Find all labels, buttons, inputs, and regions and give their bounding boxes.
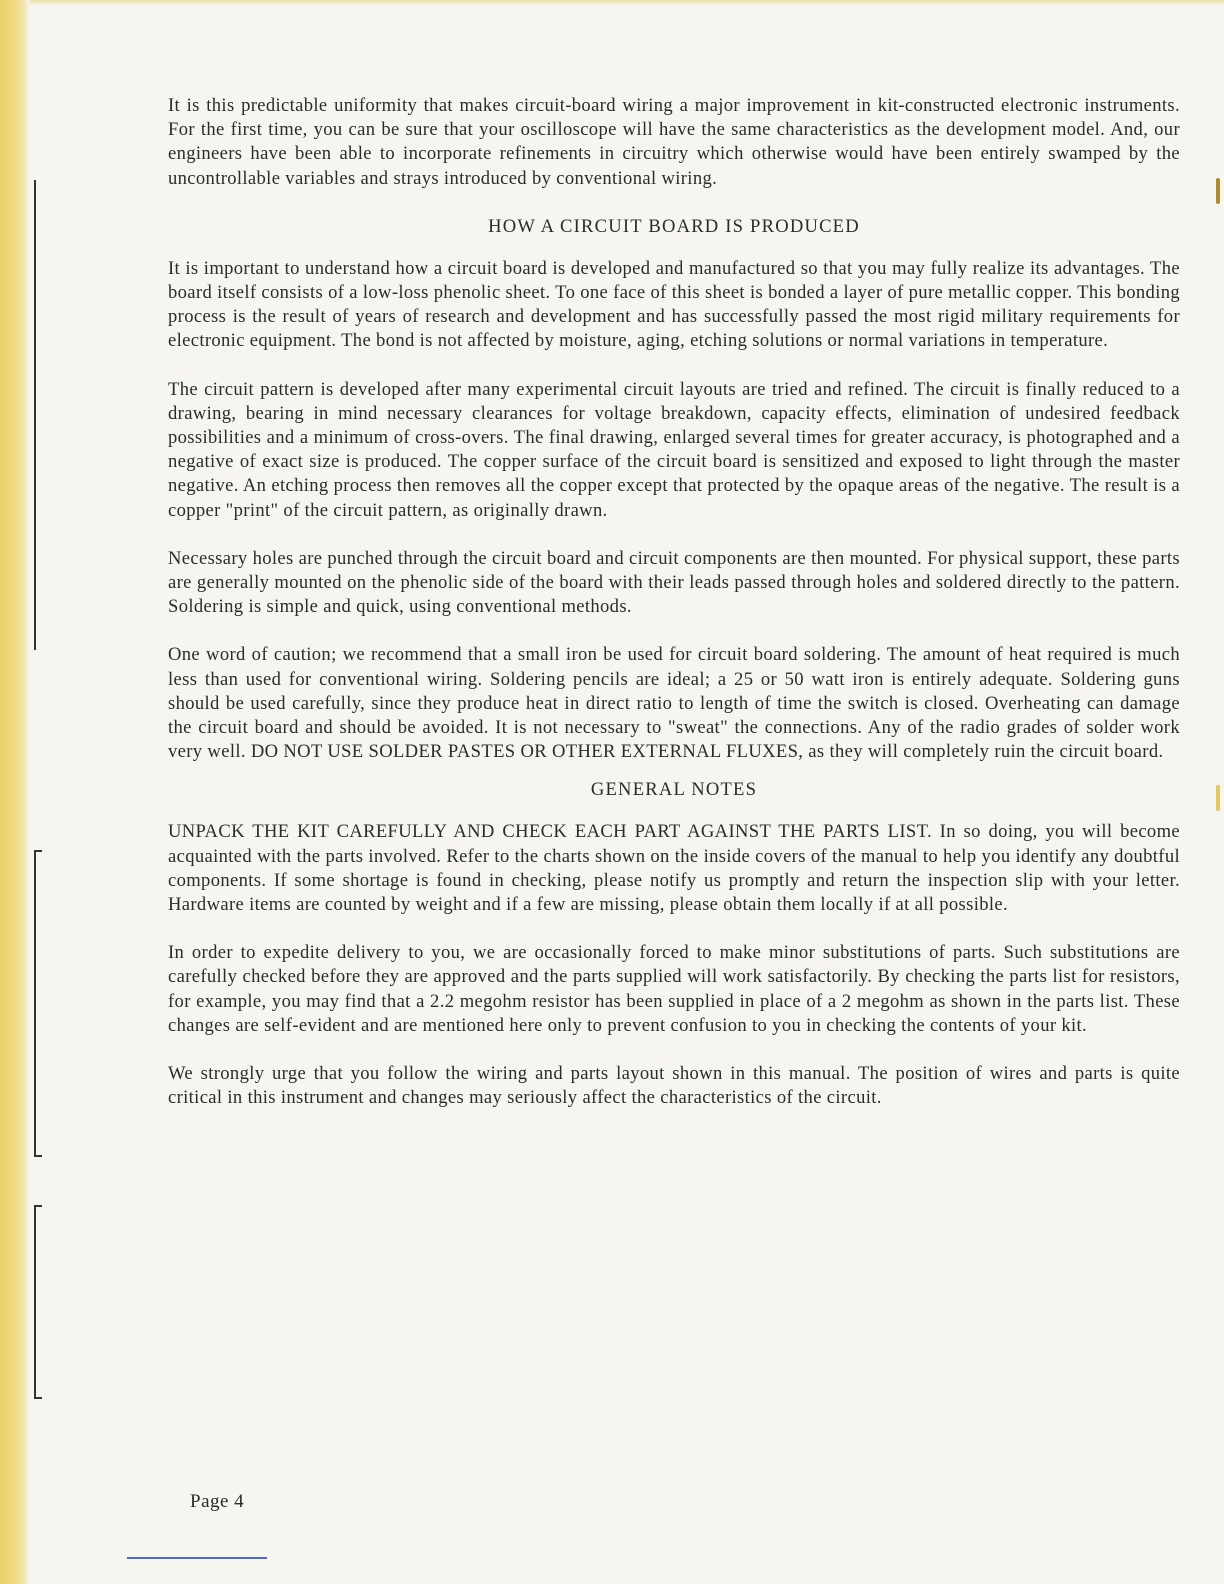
intro-paragraph: It is this predictable uniformity that makes circuit-board wiring a major improvement in kit-constructed electronic instruments. For the first time, you can be sure that your oscilloscope will have the same characteristics as the development model. And, our engineers have been able to incorporate refinements in circuitry which otherwise would have been entirely swamped by the uncontrollable variables and strays introduced by conventional wiring. (168, 95, 1180, 189)
general-paragraph-2: In order to expedite delivery to you, we are occasionally forced to make minor substitutions of parts. Such substitutions are carefully checked before they are approved and the parts supplied will work satisfactorily. By checking the parts list for resistors, for example, you may find that a 2.2 megohm resistor has been supplied in place of a 2 megohm as shown in the parts list. These changes are self-evident and are mentioned here only to prevent confusion to you in checking the contents of your kit. (168, 942, 1180, 1036)
bottom-edge-line (127, 1557, 267, 1559)
general-paragraph-3: We strongly urge that you follow the wiring and parts layout shown in this manual. The position of wires and parts is quite critical in this instrument and changes may seriously affect the characteristics of the circuit. (168, 1063, 1180, 1109)
binding-mark (34, 970, 42, 1157)
how-paragraph-3: Necessary holes are punched through the circuit board and circuit components are then mounted. For physical support, these parts are generally mounted on the phenolic side of the board with their leads passed through holes and soldered directly to the pattern. Soldering is simple and quick, using conventional methods. (168, 547, 1180, 618)
page-number: Page 4 (190, 1491, 245, 1512)
binding-edge (0, 0, 30, 1584)
binding-mark (34, 850, 42, 972)
edge-tab-mark (1216, 178, 1220, 204)
section-heading-general: GENERAL NOTES (590, 779, 758, 801)
binding-mark (34, 1205, 42, 1399)
edge-tab-mark (1216, 785, 1220, 811)
general-paragraph-1: UNPACK THE KIT CAREFULLY AND CHECK EACH PART AGAINST THE PARTS LIST. In so doing, you will become acquainted with the parts involved. Refer to the charts shown on the inside covers of the manual to help you identify any doubtful components. If some shortage is found in checking, please notify us promptly and return the inspection slip with your letter. Hardware items are counted by weight and if a few are missing, please obtain them locally if at all possible. (168, 821, 1180, 916)
how-paragraph-2: The circuit pattern is developed after many experimental circuit layouts are tried and refined. The circuit is finally reduced to a drawing, bearing in mind necessary clearances for voltage breakdown, capacity effects, elimination of undesired feedback possibilities and a minimum of cross-overs. The final drawing, enlarged several times for greater accuracy, is photographed and a negative of exact size is produced. The copper surface of the circuit board is sensitized and exposed to light through the master negative. An etching process then removes all the copper except that protected by the opaque areas of the negative. The result is a copper "print" of the circuit pattern, as originally drawn. (168, 378, 1180, 521)
section-heading-how: HOW A CIRCUIT BOARD IS PRODUCED (488, 215, 860, 237)
how-paragraph-1: It is important to understand how a circuit board is developed and manufactured so that you may fully realize its advantages. The board itself consists of a low-loss phenolic sheet. To one face of this sheet is bonded a layer of pure metallic copper. This bonding process is the result of years of research and development and has successfully passed the most rigid military requirements for electronic equipment. The bond is not affected by moisture, aging, etching solutions or normal variations in temperature. (168, 257, 1180, 352)
how-paragraph-4: One word of caution; we recommend that a small iron be used for circuit board soldering. The amount of heat required is much less than used for conventional wiring. Soldering pencils are ideal; a 25 or 50 watt iron is entirely adequate. Soldering guns should be used carefully, since they produce heat in direct ratio to length of time the switch is closed. Overheating can damage the circuit board and should be avoided. It is not necessary to "sweat" the connections. Any of the radio grades of solder work very well. DO NOT USE SOLDER PASTES OR OTHER EXTERNAL FLUXES, as they will completely ruin the circuit board. (168, 644, 1180, 763)
binding-mark (34, 180, 42, 650)
paper-top-edge (30, 0, 1224, 6)
page-content (168, 94, 1180, 1135)
